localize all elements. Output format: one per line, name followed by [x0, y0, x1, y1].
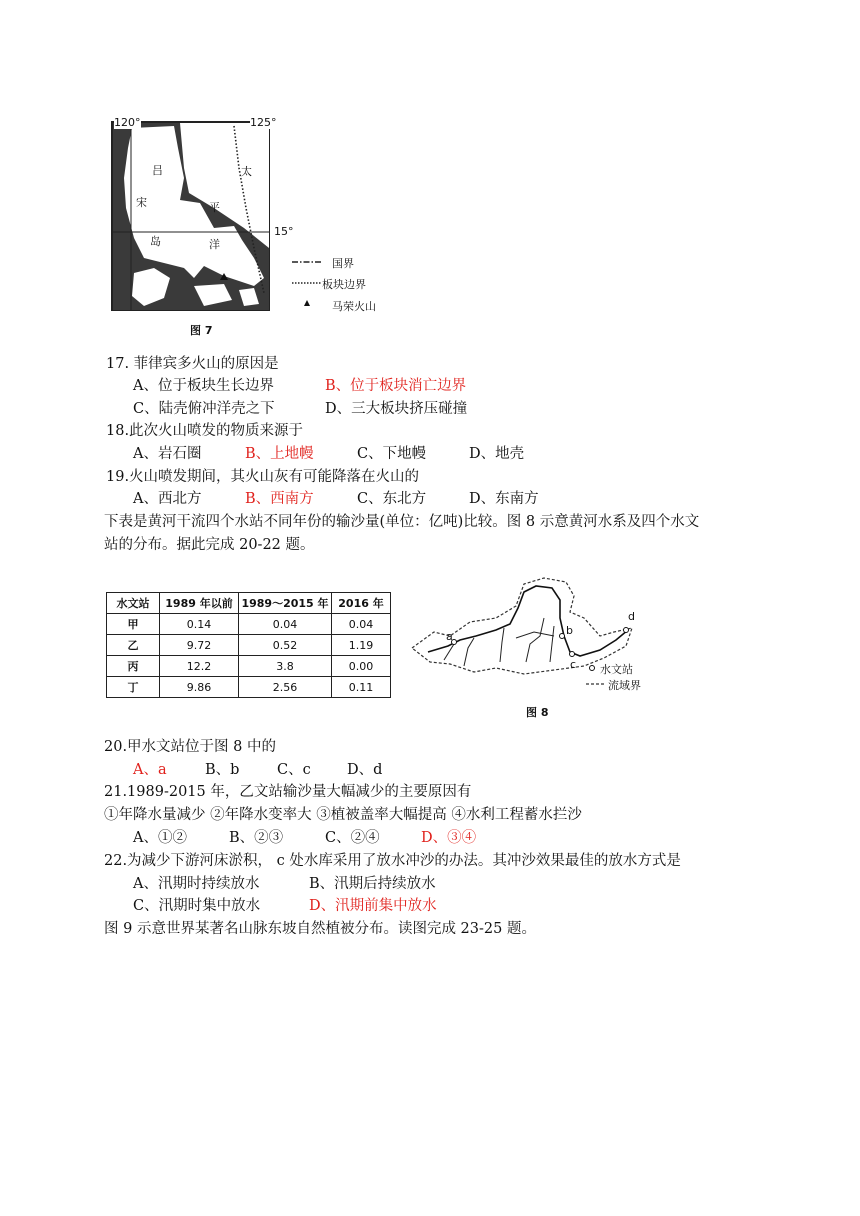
table-row [107, 677, 391, 698]
station-c-label: c [570, 658, 577, 671]
q20-options [133, 760, 382, 780]
island-char-2: 宋 [136, 196, 147, 209]
q20-stem: 20.甲水文站位于图 8 中的 [104, 739, 277, 755]
table-cell: 0.52 [239, 635, 332, 656]
q22-options-row2 [133, 896, 437, 916]
legend-plate-boundary: 板块边界 [322, 278, 366, 291]
q22-option-a: A、汛期时持续放水 [133, 876, 260, 892]
lat-15-label: 15° [274, 225, 294, 238]
figure-8 [404, 566, 664, 724]
q22-stem: 22.为减少下游河床淤积， c 处水库采用了放水冲沙的办法。其冲沙效果最佳的放水方式是 [104, 853, 681, 869]
intro-20-22-line2: 站的分布。据此完成 20-22 题。 [104, 537, 315, 553]
q20-option-a: A、a [133, 762, 167, 778]
q21-option-c: C、②④ [325, 830, 380, 846]
q20-option-c: C、c [277, 762, 311, 778]
table-cell: 9.72 [160, 635, 239, 656]
table-cell: 0.00 [332, 656, 391, 677]
q19-options [133, 489, 539, 509]
q20-option-b: B、b [205, 762, 240, 778]
table-header: 1989 年以前 [160, 593, 239, 614]
island-char-1: 吕 [152, 164, 163, 177]
table-cell: 9.86 [160, 677, 239, 698]
legend-hydro-station: 水文站 [600, 663, 633, 676]
q17-options-row2 [133, 399, 467, 419]
lon-125-label: 125° [250, 116, 277, 129]
ocean-char-1: 太 [241, 165, 252, 178]
q18-options [133, 444, 524, 464]
ocean-char-2: 平 [209, 201, 220, 214]
q22-option-b: B、汛期后持续放水 [309, 876, 436, 892]
q21-option-b: B、②③ [229, 830, 284, 846]
table-cell: 0.04 [239, 614, 332, 635]
q17-option-d: D、三大板块挤压碰撞 [325, 401, 468, 417]
legend-border: 国界 [332, 257, 354, 270]
q21-option-a: A、①② [133, 830, 187, 846]
legend-mayon-volcano: 马荣火山 [332, 300, 376, 313]
q17-options-row1 [133, 376, 466, 396]
q18-stem: 18.此次火山喷发的物质来源于 [106, 423, 304, 439]
q17-option-b: B、位于板块消亡边界 [325, 378, 467, 394]
table-cell: 丙 [107, 656, 160, 677]
q22-option-d: D、汛期前集中放水 [309, 898, 437, 914]
fig7-caption: 图 7 [190, 324, 213, 337]
figure-7 [104, 108, 394, 340]
table-cell: 甲 [107, 614, 160, 635]
table-header: 1989～2015 年 [239, 593, 332, 614]
station-b-label: b [566, 624, 573, 637]
legend-basin-boundary: 流域界 [608, 679, 641, 692]
fig8-caption: 图 8 [526, 706, 549, 719]
q22-option-c: C、汛期时集中放水 [133, 898, 261, 914]
q18-option-a: A、岩石圈 [133, 446, 202, 462]
q18-option-c: C、下地幔 [357, 446, 427, 462]
table-cell: 12.2 [160, 656, 239, 677]
q17-stem: 17. 菲律宾多火山的原因是 [106, 356, 279, 372]
q20-option-d: D、d [347, 762, 383, 778]
q19-option-b: B、西南方 [245, 491, 314, 507]
q19-option-a: A、西北方 [133, 491, 202, 507]
station-b-marker [560, 634, 565, 639]
table-header-row [107, 593, 391, 614]
intro-20-22-line1: 下表是黄河干流四个水站不同年份的输沙量(单位：亿吨)比较。图 8 示意黄河水系及四个水文 [104, 514, 700, 530]
ocean-char-3: 洋 [209, 238, 220, 251]
table-cell: 0.14 [160, 614, 239, 635]
table-cell: 0.11 [332, 677, 391, 698]
q22-options-row1 [133, 874, 436, 894]
table-cell: 乙 [107, 635, 160, 656]
q17-option-a: A、位于板块生长边界 [133, 378, 274, 394]
station-a-label: a [446, 630, 453, 643]
q19-option-d: D、东南方 [469, 491, 539, 507]
station-d-label: d [628, 610, 635, 623]
table-cell: 3.8 [239, 656, 332, 677]
station-c-marker [570, 652, 575, 657]
table-cell: 0.04 [332, 614, 391, 635]
intro-23-25: 图 9 示意世界某著名山脉东坡自然植被分布。读图完成 23-25 题。 [104, 921, 536, 937]
q21-options [133, 828, 476, 848]
table-cell: 丁 [107, 677, 160, 698]
table-row [107, 635, 391, 656]
table-row [107, 656, 391, 677]
q21-stem: 21.1989-2015 年，乙文站输沙量大幅减少的主要原因有 [104, 784, 472, 800]
lon-120-label: 120° [114, 116, 141, 129]
q21-option-d: D、③④ [421, 830, 477, 846]
sediment-table [106, 592, 391, 698]
yellow-river-map [404, 566, 664, 724]
island-char-3: 岛 [150, 235, 161, 248]
table-row [107, 614, 391, 635]
q18-option-b: B、上地幔 [245, 446, 314, 462]
q17-option-c: C、陆壳俯冲洋壳之下 [133, 401, 275, 417]
q19-stem: 19.火山喷发期间，其火山灰有可能降落在火山的 [106, 469, 420, 485]
q19-option-c: C、东北方 [357, 491, 427, 507]
table-cell: 2.56 [239, 677, 332, 698]
q21-statements: ①年降水量减少 ②年降水变率大 ③植被盖率大幅提高 ④水利工程蓄水拦沙 [104, 807, 582, 823]
table-header: 水文站 [107, 593, 160, 614]
q18-option-d: D、地壳 [469, 446, 525, 462]
table-cell: 1.19 [332, 635, 391, 656]
station-d-marker [624, 628, 629, 633]
table-header: 2016 年 [332, 593, 391, 614]
